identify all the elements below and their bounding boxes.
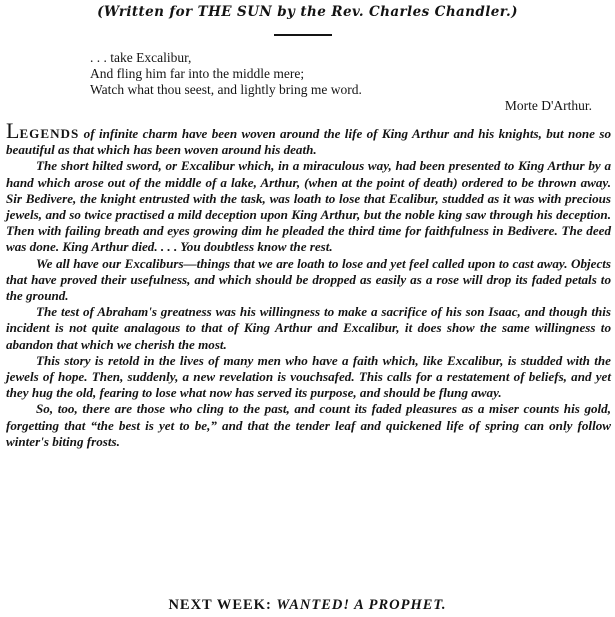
opening-word: EGENDS [19, 126, 80, 141]
paragraph-5: This story is retold in the lives of many men who have a faith which, like Excalibur, is studded with the jewels of hope. Then, suddenly, a new revelation is vouchsafed. This calls for a restatement of beliefs, and yet they hug the old, fearing to lose what now has served its purpose, and should be flung away. [6, 352, 611, 401]
title-rule-divider [274, 34, 332, 36]
next-week-footer [0, 597, 615, 614]
paragraph-1-text: of infinite charm have been woven around the life of King Arthur and his knights, but none so beautiful as that which has been woven around his death. [6, 126, 611, 158]
paragraph-2: The short hilted sword, or Excalibur which, in a miraculous way, had been presented to King Arthur by a hand which arose out of the middle of a lake, Arthur, (when at the point of death) ordered to be thrown away. Sir Bedivere, the knight entrusted with the task, was loath to lose that Ecalibur, studded as it was with precious jewels, and so twice practised a mild deception upon King Arthur, but the noble king saw through his deception. Then with failing breath and eyes growing dim he pleaded the third time for faithfulness in Bedivere. The deed was done. King Arthur died. . . . You doubtless know the rest. [6, 158, 611, 255]
next-week-title: WANTED! A PROPHET. [276, 597, 447, 613]
paragraph-1 [6, 118, 611, 158]
byline: (Written for THE SUN by the Rev. Charles Chandler.) [97, 4, 518, 20]
next-week-label: NEXT WEEK: [168, 597, 272, 613]
paragraph-3: We all have our Excaliburs—things that we are loath to lose and yet feel called upon to cast away. Objects that have proved their usefulness, and which should be dropped as easily as a rose will drop its faded petals to the ground. [6, 255, 611, 304]
epigraph-line-2: And fling him far into the middle mere; [90, 66, 305, 81]
epigraph-source: Morte D'Arthur. [504, 98, 592, 113]
epigraph [90, 50, 600, 114]
drop-cap: L [6, 118, 20, 143]
epigraph-line-3: Watch what thou seest, and lightly bring me word. [90, 82, 362, 97]
article-body [6, 118, 611, 450]
paragraph-4: The test of Abraham's greatness was his willingness to make a sacrifice of his son Isaac, and though this incident is not quite analagous to that of King Arthur and Excalibur, it does show the same willingness to abandon that which we cherish the most. [6, 304, 611, 352]
epigraph-line-1: . . . take Excalibur, [90, 50, 192, 65]
paragraph-6: So, too, there are those who cling to the past, and count its faded pleasures as a miser counts his gold, forgetting that “the best is yet to be,” and that the tender leaf and quickened life of spring can only follow winter's biting frosts. [6, 401, 611, 449]
